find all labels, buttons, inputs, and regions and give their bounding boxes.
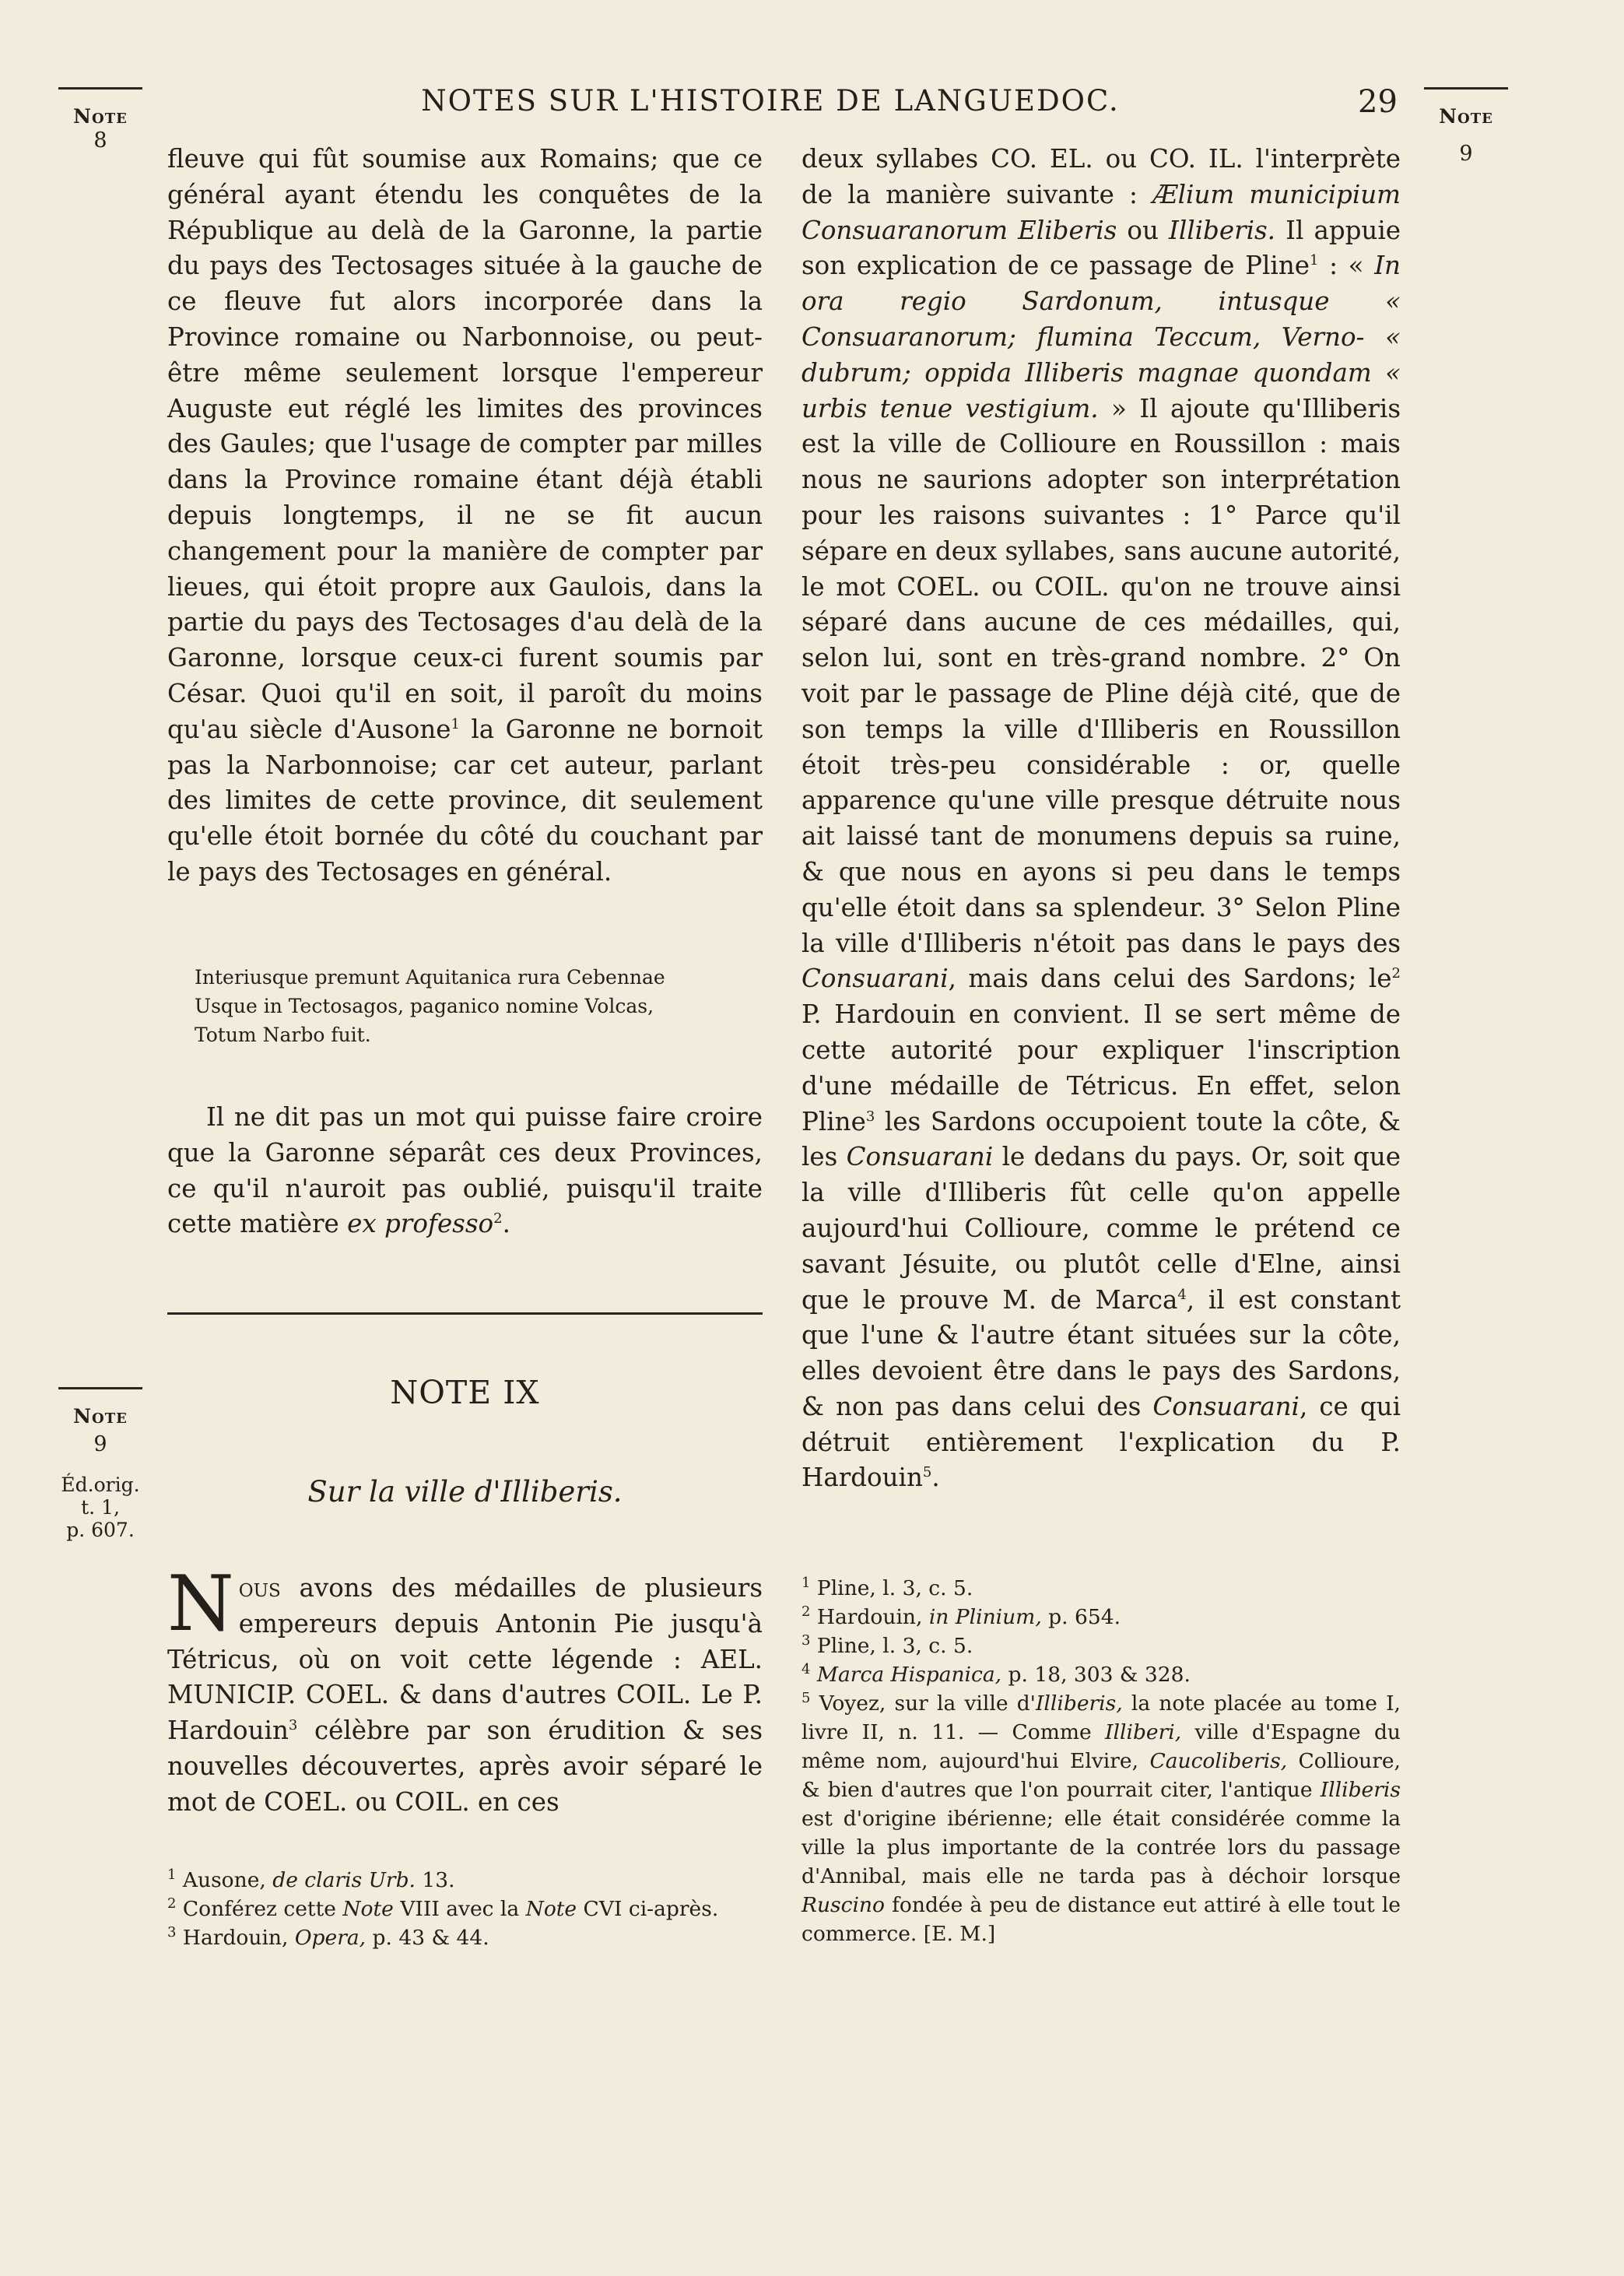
- left-paragraph-2: [167, 1100, 763, 1242]
- left-fn-2-post-2: CVI ci-après.: [577, 1897, 719, 1921]
- right-text-j: , il est constant que l'une & l'autre étant situées sur la côte, elles devoient être dans le pays des Sardons, & non pas dans celui des: [801, 1284, 1401, 1421]
- left-fn-3-pre: Hardouin,: [176, 1926, 295, 1950]
- right-fn-2-pre: Hardouin,: [810, 1605, 929, 1629]
- right-footnote-ref-4: 4: [1177, 1286, 1187, 1303]
- left-fn-2-num: 2: [167, 1895, 177, 1912]
- right-italic-1: Ælium municipium Consuaranorum Eliberis: [801, 179, 1401, 245]
- drop-cap: N: [167, 1560, 234, 1649]
- right-fn-5-num: 5: [801, 1690, 811, 1707]
- note-heading: NOTE IX: [390, 1374, 540, 1411]
- left-fn-2-pre: Conférez cette: [176, 1897, 343, 1921]
- right-fn-5-italic-3: Caucoliberis,: [1149, 1749, 1288, 1773]
- margin-rule-note-9: [58, 1387, 142, 1389]
- left-paragraph-2-end: .: [502, 1209, 510, 1239]
- right-italic-consuarani-1: Consuarani: [801, 964, 949, 994]
- left-paragraph-2-block: [167, 1100, 763, 1242]
- left-fn-3-num: 3: [167, 1924, 177, 1941]
- right-fn-5-pre: Voyez, sur la ville d': [810, 1691, 1036, 1716]
- left-fn-1-italic: de claris Urb.: [272, 1868, 416, 1892]
- left-footnotes: [167, 1866, 763, 1952]
- right-fn-4-post: p. 18, 303 & 328.: [1001, 1663, 1191, 1687]
- italic-ex-professo: ex professo: [347, 1209, 494, 1239]
- latin-verse: [195, 963, 755, 1049]
- note-9-intro: [167, 1560, 763, 1821]
- left-paragraph-1-text: fleuve qui fût soumise aux Romains; que ce général ayant étendu les conquêtes de la République au delà de la Garonne, la partie du pays des Tectosages située à la gauche de ce fleuve fut alors incorporée dans la Province romaine ou Narbonnoise, ou peut-être même seulement lorsque l'empereur Auguste eut réglé les limites des provinces des Gaules; que l'usage de compter par milles dans la Province romaine étant déjà établi depuis longtemps, il ne se fit aucun changement pour la manière de compter par lieues, qui étoit propre aux Gaulois, dans la partie du pays des Tectosages d'au delà de la Garonne, lorsque ceux-ci furent soumis par César. Quoi qu'il en soit, il paroît du moins qu'au siècle d'Ausone: [167, 144, 763, 744]
- note-9-intro-block: [167, 1560, 763, 1821]
- margin-note-9-label: Note: [73, 1405, 128, 1428]
- verse-line-1: Interiusque premunt Aquitanica rura Cebennae: [195, 966, 665, 989]
- intro-text-end: célèbre par son érudition & ses nouvelles découvertes, après avoir séparé le mot de COEL. ou COIL. en ces: [167, 1716, 763, 1817]
- right-italic-consuarani-2: Consuarani: [846, 1142, 994, 1172]
- right-footnotes: [801, 1574, 1401, 1948]
- left-fn-2-italic: Note: [342, 1897, 394, 1921]
- right-footnote-ref-2: 2: [1391, 965, 1401, 982]
- right-fn-2-post: p. 654.: [1041, 1605, 1121, 1629]
- right-footnote-ref-1: 1: [1310, 252, 1319, 269]
- left-fn-2-italic-2: Note: [525, 1897, 577, 1921]
- margin-note-number-right: 9: [1459, 142, 1473, 166]
- right-text-a: deux syllabes CO. EL. ou CO. IL. l'interprète de la manière suivante :: [801, 144, 1401, 209]
- margin-edition-ref-3: p. 607.: [66, 1519, 135, 1541]
- right-text-d: : «: [1318, 251, 1375, 281]
- left-fn-1-post: 13.: [415, 1868, 455, 1892]
- right-fn-2-num: 2: [801, 1603, 811, 1621]
- left-paragraph-2-text: Il ne dit pas un mot qui puisse faire croire que la Garonne séparât ces deux Provinces, ce qu'il n'auroit pas oublié, puisqu'il traite cette matière: [167, 1102, 763, 1239]
- right-fn-5-b: ville d'Espagne du même nom, aujourd'hui Elvire,: [801, 1720, 1401, 1773]
- margin-note-label-left: Note: [73, 105, 128, 128]
- page-number: 29: [1358, 84, 1398, 120]
- right-footnote-ref-3: 3: [865, 1108, 875, 1125]
- left-fn-1-num: 1: [167, 1867, 177, 1884]
- right-fn-5-e: fondée à peu de distance eut attiré à elle tout le commerce. [E. M.]: [801, 1893, 1401, 1946]
- right-fn-4-num: 4: [801, 1661, 811, 1678]
- left-column: [167, 142, 763, 890]
- left-fn-3-italic: Opera,: [294, 1926, 367, 1950]
- right-text-e: » Il ajoute qu'Illiberis est la ville de Collioure en Roussillon : mais nous ne saurions adopter son interprétation pour les raisons suivantes : 1° Parce qu'il sépare en deux syllabes, sans aucune autorité, le mot COEL. ou COIL. qu'on ne trouve ainsi séparé dans aucune de ces médailles, qui, selon lui, sont en très-grand nombre. 2° On voit par le passage de Pline déjà cité, que de son temps la ville d'Illiberis en Roussillon étoit très-peu considérable : or, quelle apparence qu'une ville presque détruite nous ait laissé tant de monumens depuis sa ruine, & que nous en ayons si peu dans le temps qu'elle étoit dans sa splendeur. 3° Selon Pline la ville d'Illiberis n'étoit pas dans le pays des: [801, 393, 1401, 958]
- right-footnote-4: [801, 1660, 1401, 1689]
- right-footnote-5: [801, 1689, 1401, 1948]
- margin-rule-right-top: [1424, 87, 1508, 90]
- right-fn-5-italic-2: Illiberi,: [1105, 1720, 1182, 1744]
- right-fn-3-num: 3: [801, 1632, 811, 1649]
- right-fn-5-italic-1: Illiberis,: [1035, 1691, 1123, 1716]
- right-fn-1-text: Pline, l. 3, c. 5.: [810, 1576, 973, 1600]
- right-fn-3-text: Pline, l. 3, c. 5.: [810, 1634, 973, 1658]
- note-subtitle: Sur la ville d'Illiberis.: [307, 1475, 623, 1509]
- right-column: [801, 142, 1401, 1496]
- footnote-ref-1: 1: [451, 715, 460, 732]
- left-paragraph-1-end: la Garonne ne bornoit pas la Narbonnoise; car cet auteur, parlant des limites de cette province, dit seulement qu'elle étoit bornée du côté du couchant par le pays des Tectosages en général.: [167, 714, 763, 887]
- right-text-b: ou: [1117, 215, 1170, 245]
- right-text-f: , mais dans celui des Sardons; le: [948, 964, 1392, 994]
- margin-note-number-left: 8: [93, 128, 107, 153]
- left-fn-1-pre: Ausone,: [176, 1868, 273, 1892]
- right-footnote-1: [801, 1574, 1401, 1603]
- footnote-ref-2: 2: [493, 1210, 503, 1228]
- left-footnote-3: [167, 1923, 763, 1952]
- right-text-l: .: [931, 1463, 940, 1493]
- right-fn-2-italic: in Plinium,: [928, 1605, 1042, 1629]
- footnote-ref-3: 3: [288, 1717, 298, 1734]
- right-text-c: Il appuie son explication de ce passage de Pline: [801, 215, 1401, 281]
- left-footnote-2: [167, 1895, 763, 1923]
- right-fn-4-italic: Marca Hispanica,: [810, 1663, 1002, 1687]
- margin-edition-ref-2: t. 1,: [81, 1496, 120, 1519]
- left-footnote-1: [167, 1866, 763, 1895]
- right-paragraph: [801, 142, 1401, 1496]
- right-footnote-3: [801, 1631, 1401, 1660]
- right-text-i: le dedans du pays. Or, soit que la ville d'Illiberis fût celle qu'on appelle aujourd'hui Collioure, comme le prétend ce savant Jésuite, ou plutôt celle d'Elne, ainsi que le prouve M. de Marca: [801, 1142, 1401, 1315]
- margin-edition-ref-1: Éd.orig.: [61, 1473, 140, 1496]
- running-header-title: NOTES SUR L'HISTOIRE DE LANGUEDOC.: [421, 84, 1120, 118]
- intro-text: avons des médailles de plusieurs empereurs depuis Antonin Pie jusqu'à Tétricus, où on voit cette légende : AEL. MUNICIP. COEL. & dans d'autres COIL. Le P. Hardouin: [167, 1573, 763, 1746]
- verse-line-2: Usque in Tectosagos, paganico nomine Volcas,: [195, 995, 654, 1017]
- right-fn-1-num: 1: [801, 1575, 811, 1592]
- right-fn-5-italic-4: Illiberis: [1320, 1778, 1401, 1802]
- left-fn-3-post: p. 43 & 44.: [366, 1926, 489, 1950]
- margin-note-9-number: 9: [93, 1432, 107, 1456]
- pliny-quote: In ora regio Sardonum, intusque « Consuaranorum; flumina Teccum, Verno- « dubrum; oppida Illiberis magnae quondam « urbis tenue vestigium.: [801, 251, 1401, 423]
- intro-small-caps: ous: [238, 1573, 281, 1603]
- left-fn-2-post: VIII avec la: [393, 1897, 526, 1921]
- right-footnote-2: [801, 1603, 1401, 1631]
- right-fn-5-italic-5: Ruscino: [801, 1893, 885, 1917]
- right-fn-5-a: la note placée au tome I, livre II, n. 11. — Comme: [801, 1691, 1401, 1744]
- right-text-h: les Sardons occupoient toute la côte, & les: [801, 1106, 1401, 1172]
- right-fn-5-c: Collioure, & bien d'autres que l'on pourrait citer, l'antique: [801, 1749, 1401, 1802]
- section-divider: [167, 1312, 763, 1315]
- right-fn-5-d: est d'origine ibérienne; elle était considérée comme la ville la plus importante de la contrée lors du passage d'Annibal, mais elle ne tarda pas à déchoir lorsque: [801, 1807, 1401, 1888]
- right-text-g: P. Hardouin en convient. Il se sert même de cette autorité pour expliquer l'inscription d'une médaille de Tétricus. En effet, selon Pline: [801, 999, 1401, 1136]
- verse-line-3: Totum Narbo fuit.: [195, 1024, 371, 1046]
- left-paragraph-1: [167, 142, 763, 890]
- right-text-k: , ce qui détruit entièrement l'explication du P. Hardouin: [801, 1391, 1401, 1493]
- right-footnote-ref-5: 5: [922, 1464, 932, 1481]
- margin-rule-left-top: [58, 87, 142, 90]
- margin-note-label-right: Note: [1439, 105, 1493, 128]
- right-italic-consuarani-3: Consuarani: [1152, 1391, 1300, 1421]
- right-italic-2: Illiberis.: [1169, 215, 1276, 245]
